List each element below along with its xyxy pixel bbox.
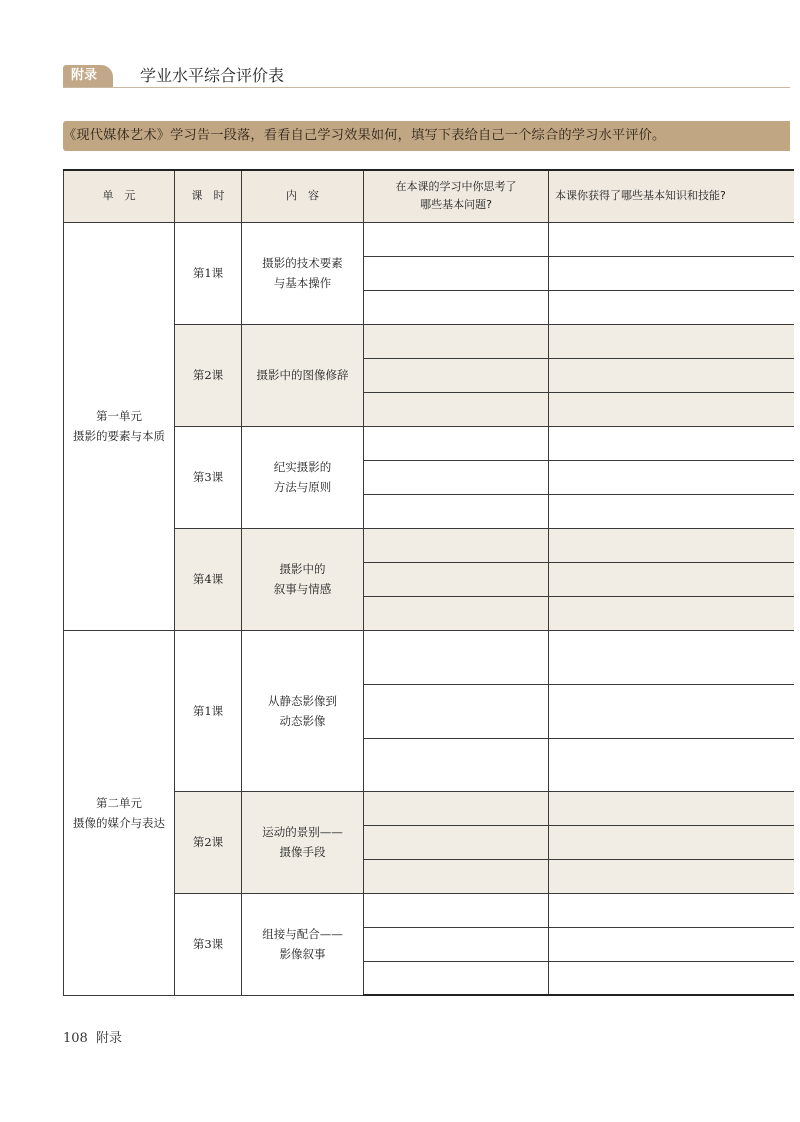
header-content: 内 容 [242, 170, 364, 222]
answer-questions-cell[interactable] [364, 825, 549, 859]
unit-cell [64, 222, 175, 630]
answer-questions-cell[interactable] [364, 494, 549, 528]
answer-questions-cell[interactable] [364, 738, 549, 791]
content-cell [242, 630, 364, 791]
answer-questions-cell[interactable] [364, 893, 549, 927]
answer-skills-cell[interactable] [549, 290, 794, 324]
answer-questions-cell[interactable] [364, 859, 549, 893]
unit-name-line1: 第一单元 [96, 409, 142, 423]
content-line1: 从静态影像到 [268, 693, 337, 708]
table-header-row [64, 170, 794, 222]
content-line1: 运动的景别—— [262, 825, 343, 839]
content-line1: 纪实摄影的 [273, 460, 332, 474]
lesson-cell: 第1课 [175, 222, 242, 324]
content-line2: 动态影像 [279, 713, 326, 728]
page-title: 学业水平综合评价表 [140, 66, 285, 85]
lesson-cell: 第3课 [175, 893, 242, 995]
answer-skills-cell[interactable] [549, 324, 794, 358]
content-cell [242, 528, 364, 630]
header-skills: 本课你获得了哪些基本知识和技能? [549, 170, 794, 222]
content-line2: 摄像手段 [279, 845, 326, 859]
content-cell [242, 426, 364, 528]
header-questions-line1: 在本课的学习中你思考了 [395, 180, 517, 194]
answer-skills-cell[interactable] [549, 596, 794, 630]
content-cell [242, 324, 364, 426]
unit-name-line1: 第二单元 [96, 795, 142, 810]
answer-questions-cell[interactable] [364, 324, 549, 358]
answer-questions-cell[interactable] [364, 392, 549, 426]
page-header [63, 64, 790, 88]
header-unit: 单 元 [64, 170, 175, 222]
intro-text: 《现代媒体艺术》学习告一段落，看看自己学习效果如何，填写下表给自己一个综合的学习水平评价。 [63, 128, 666, 143]
answer-questions-cell[interactable] [364, 791, 549, 825]
lesson-cell: 第2课 [175, 324, 242, 426]
content-line1: 摄影中的 [279, 562, 326, 576]
answer-questions-cell[interactable] [364, 222, 549, 256]
header-questions [364, 170, 549, 222]
page-number: 108 [63, 1031, 88, 1046]
answer-skills-cell[interactable] [549, 630, 794, 684]
answer-questions-cell[interactable] [364, 927, 549, 961]
content-cell [242, 893, 364, 995]
answer-questions-cell[interactable] [364, 596, 549, 630]
answer-questions-cell[interactable] [364, 528, 549, 562]
answer-questions-cell[interactable] [364, 961, 549, 995]
content-line2: 叙事与情感 [273, 582, 332, 596]
lesson-cell: 第2课 [175, 791, 242, 893]
content-cell [242, 791, 364, 893]
header-questions-line2: 哪些基本问题? [420, 198, 492, 212]
answer-skills-cell[interactable] [549, 927, 794, 961]
answer-questions-cell[interactable] [364, 562, 549, 596]
answer-questions-cell[interactable] [364, 290, 549, 324]
content-line2: 与基本操作 [273, 276, 332, 290]
answer-skills-cell[interactable] [549, 222, 794, 256]
answer-questions-cell[interactable] [364, 426, 549, 460]
answer-skills-cell[interactable] [549, 825, 794, 859]
answer-skills-cell[interactable] [549, 494, 794, 528]
content-cell [242, 222, 364, 324]
header-divider [63, 87, 790, 88]
lesson-cell: 第4课 [175, 528, 242, 630]
content-line1: 组接与配合—— [262, 927, 343, 941]
evaluation-table [63, 169, 794, 996]
content-line2: 影像叙事 [279, 947, 326, 961]
answer-skills-cell[interactable] [549, 859, 794, 893]
intro-banner [63, 121, 790, 151]
answer-questions-cell[interactable] [364, 256, 549, 290]
footer-section: 附录 [95, 1031, 122, 1046]
answer-questions-cell[interactable] [364, 358, 549, 392]
header-lesson: 课 时 [175, 170, 242, 222]
lesson-cell: 第1课 [175, 630, 242, 791]
answer-skills-cell[interactable] [549, 256, 794, 290]
answer-skills-cell[interactable] [549, 562, 794, 596]
unit-name-line2: 摄像的媒介与表达 [73, 815, 165, 830]
answer-skills-cell[interactable] [549, 684, 794, 738]
table-row [64, 630, 794, 684]
page-footer [63, 1027, 122, 1046]
answer-skills-cell[interactable] [549, 528, 794, 562]
table-row [64, 222, 794, 256]
answer-skills-cell[interactable] [549, 460, 794, 494]
answer-skills-cell[interactable] [549, 738, 794, 791]
content-line2: 方法与原则 [273, 480, 332, 494]
answer-questions-cell[interactable] [364, 684, 549, 738]
answer-skills-cell[interactable] [549, 392, 794, 426]
answer-questions-cell[interactable] [364, 630, 549, 684]
answer-skills-cell[interactable] [549, 426, 794, 460]
answer-skills-cell[interactable] [549, 791, 794, 825]
unit-name-line2: 摄影的要素与本质 [73, 429, 165, 443]
lesson-cell: 第3课 [175, 426, 242, 528]
section-tab: 附录 [63, 65, 113, 87]
answer-skills-cell[interactable] [549, 358, 794, 392]
answer-skills-cell[interactable] [549, 893, 794, 927]
answer-questions-cell[interactable] [364, 460, 549, 494]
answer-skills-cell[interactable] [549, 961, 794, 995]
content-line1: 摄影中的图像修辞 [256, 368, 349, 382]
unit-cell [64, 630, 175, 995]
content-line1: 摄影的技术要素 [262, 256, 343, 270]
